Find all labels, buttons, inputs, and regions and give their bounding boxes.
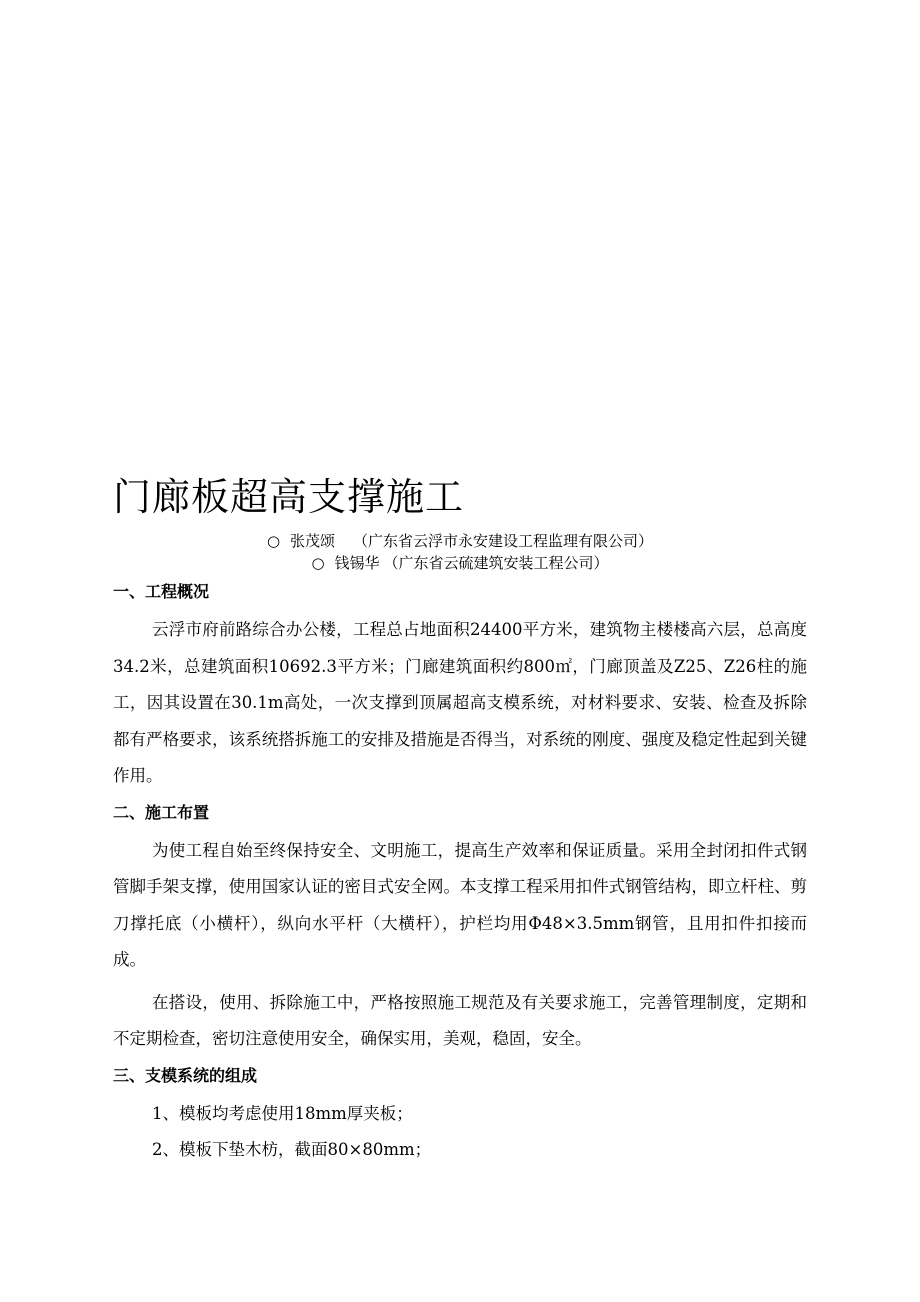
list-item: 1、模板均考虑使用18mm厚夹板；	[152, 1103, 413, 1123]
list-item: 2、模板下垫木枋，截面80×80mm；	[152, 1140, 432, 1159]
document-body	[113, 580, 807, 1169]
section-formwork-system	[113, 1064, 807, 1169]
document-title: 门廊板超高支撑施工	[113, 475, 465, 519]
author-affiliation: （广东省云硫建筑安装工程公司）	[383, 554, 609, 572]
section-heading: 一、工程概况	[113, 582, 210, 601]
author-affiliation: （广东省云浮市永安建设工程监理有限公司）	[353, 532, 654, 550]
section-layout	[113, 801, 807, 1058]
author-name: 钱锡华	[334, 554, 380, 572]
paragraph: 云浮市府前路综合办公楼，工程总占地面积24400平方米，建筑物主楼楼高六层，总高度34.2米，总建筑面积10692.3平方米；门廊建筑面积约800㎡，门廊顶盖及Z25、Z26柱的施工，因其设置在30.1m高处，一次支撑到顶属超高支模系统，对材料要求、安装、检查及拆除都有严格要求，该系统搭拆施工的安排及措施是否得当，对系统的刚度、强度及稳定性起到关键作用。	[113, 620, 807, 785]
author-block	[113, 530, 807, 574]
author-line-1	[113, 530, 807, 552]
author-name: 张茂颂	[290, 532, 336, 550]
paragraph: 为使工程自始至终保持安全、文明施工，提高生产效率和保证质量。采用全封闭扣件式钢管脚手架支撑，使用国家认证的密目式安全网。本支撑工程采用扣件式钢管结构，即立杆柱、剪刀撑托底（小横杆），纵向水平杆（大横杆），护栏均用Φ48×3.5mm钢管，且用扣件扣接而成。	[113, 840, 807, 969]
circle-bullet-icon: ○	[266, 532, 281, 550]
author-line-2	[113, 552, 807, 574]
section-overview	[113, 580, 807, 795]
section-heading: 三、支模系统的组成	[113, 1065, 258, 1085]
circle-bullet-icon: ○	[311, 554, 325, 572]
section-heading: 二、施工布置	[113, 802, 210, 822]
paragraph: 在搭设，使用、拆除施工中，严格按照施工规范及有关要求施工，完善管理制度，定期和不定期检查，密切注意使用安全，确保实用，美观，稳固，安全。	[113, 992, 807, 1048]
